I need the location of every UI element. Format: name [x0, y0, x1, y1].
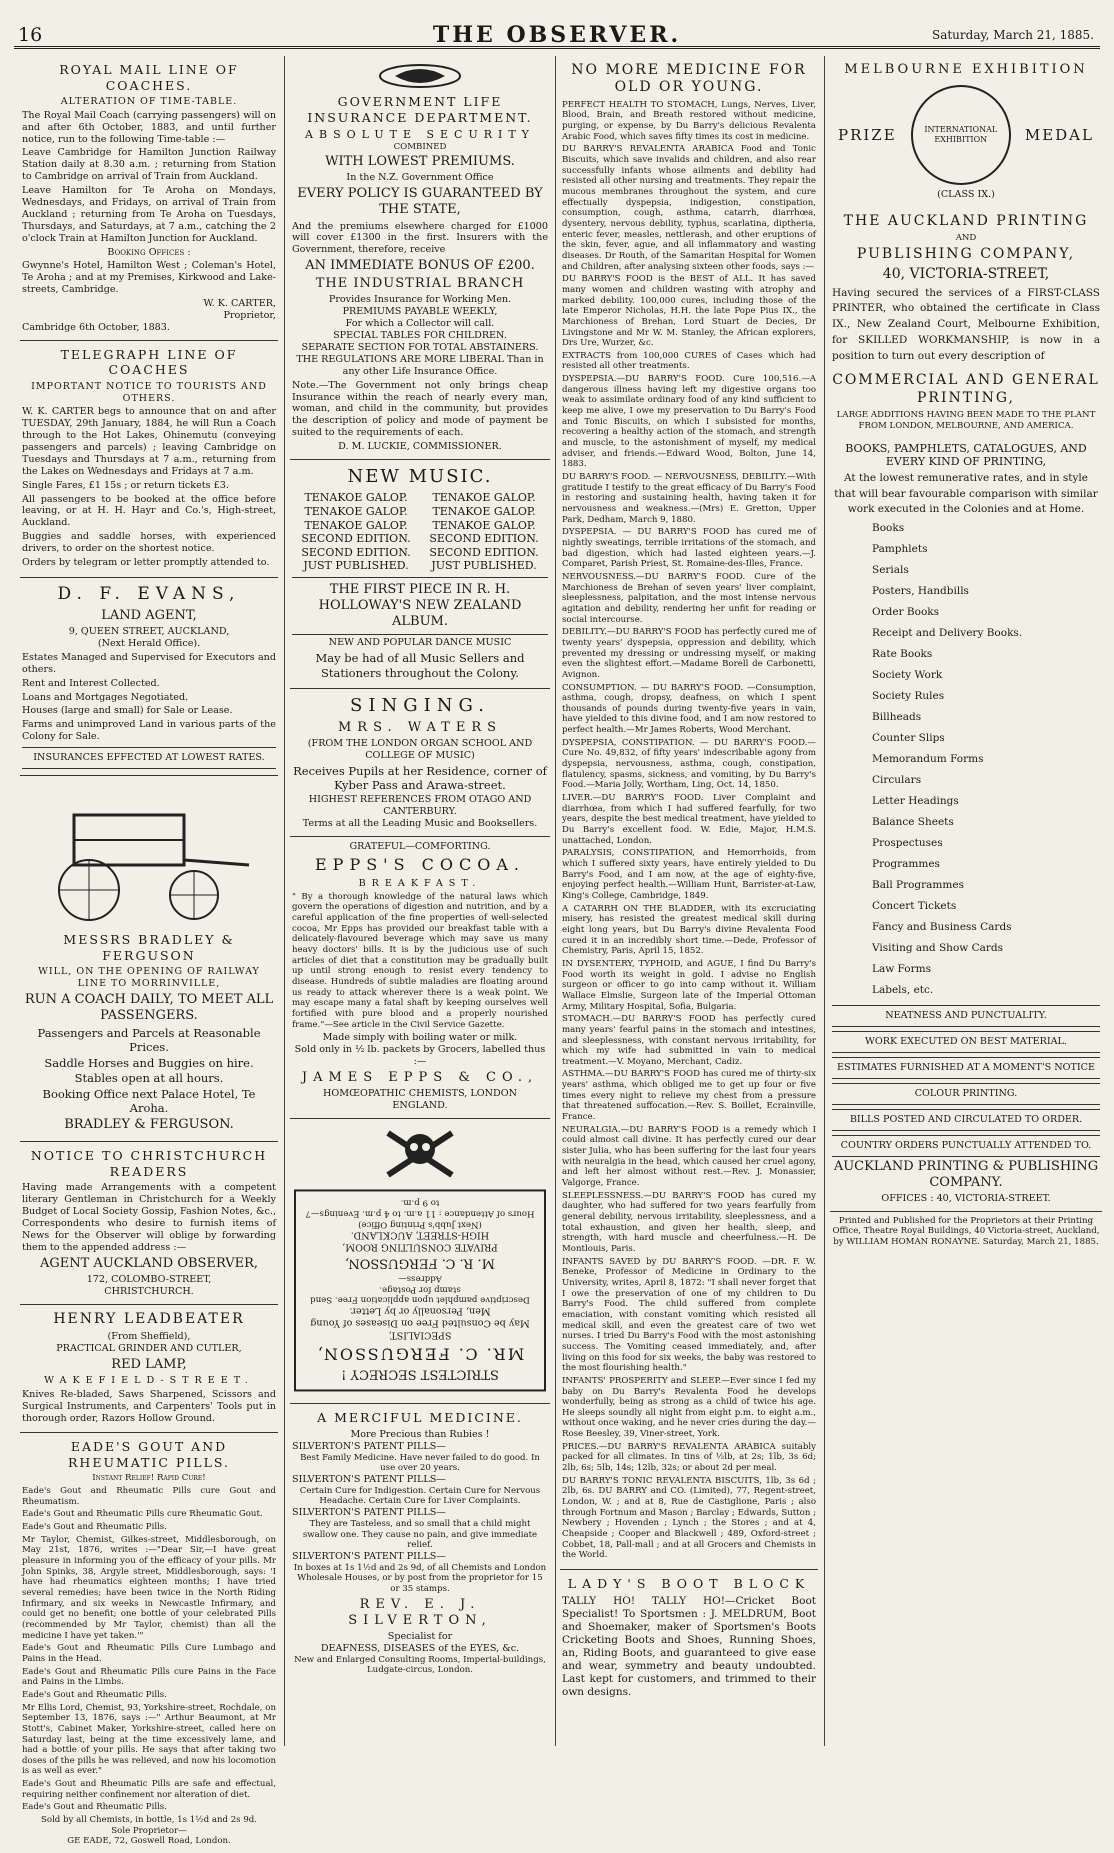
crest-icon [375, 62, 465, 90]
ad-title: THE AUCKLAND PRINTING [843, 213, 1089, 229]
skull-crossbones-icon [380, 1125, 460, 1181]
ad-text: Orders by telegram or letter promptly attended to. [22, 557, 270, 569]
ad-text: SECOND EDITION. [429, 532, 539, 546]
ad-title: MR. C. FERGUSSON, [315, 1344, 525, 1364]
ad-text: SECOND EDITION. [301, 532, 411, 546]
list-item: Programmes [872, 858, 940, 871]
coach-illustration [22, 780, 276, 930]
ad-subtitle: BREAKFAST. [358, 877, 482, 889]
ad-text: Eade's Gout and Rheumatic Pills. [22, 1689, 167, 1700]
ad-text: COLOUR PRINTING. [832, 1083, 1100, 1105]
ad-du-barry [560, 56, 818, 1570]
list-item: Billheads [872, 711, 922, 724]
ad-text: RUN A COACH DAILY, TO MEET ALL PASSENGERS. [24, 991, 274, 1023]
list-item: Law Forms [872, 963, 931, 976]
ad-item: DYSPEPSIA, CONSTIPATION. — DU BARRY'S FOOD.—Cure No. 49,832, of fifty years' indescribable agony from dyspepsia, nervousness, asthma, cough, constipation, flatulency, spasms, sickness, and vomiting, by Du Barry's Food.—Maria Jolly, Wortham, Ling, Oct. 14, 1850. [562, 737, 816, 791]
list-item: Rate Books [872, 648, 933, 661]
ad-text: PRIZE [838, 125, 897, 144]
ad-text: " By a thorough knowledge of the natural laws which govern the operations of digestion and nutrition, and by a careful application of the fine properties of well-selected cocoa, Mr Epps has provided our breakfast table with a delicately-flavoured beverage which may save us many heavy doctors' bills. It is by the judicious use of such articles of diet that a constitution may be gradually built up until strong enough to resist every tendency to disease. Hundreds of subtle maladies are floating around us ready to attack wherever there is a weak point. We may escape many a fatal shaft by keeping ourselves well fortified with pure blood and a properly nourished frame."—See article in the Civil Service Gazette. [292, 891, 548, 1030]
ad-text: Terms at all the Leading Music and Booksellers. [302, 818, 538, 830]
ad-item: DEBILITY.—DU BARRY'S FOOD has perfectly cured me of twenty years' dyspepsia, oppression and debility, which prevented my dressing or undressing myself, or making even the slightest effort.—Madame Borell de Carbonetti, Avignon. [562, 627, 816, 680]
issue-date: Saturday, March 21, 1885. [931, 28, 1094, 42]
ad-item: INFANTS' PROSPERITY and SLEEP.—Ever since I fed my baby on Du Barry's Revalenta Food he develops wonderfully, being as strong as a child of twice his age. He sleeps soundly all night from eight p.m. to eight a.m., without once waking, and he never cries during the day.—Rose Beesley, 39, Viner-street, York. [562, 1375, 816, 1440]
ad-text: Specialist for [387, 1631, 453, 1642]
ad-item: EXTRACTS from 100,000 CURES of Cases which had resisted all other treatments. [562, 350, 816, 372]
ad-item: INFANTS SAVED by DU BARRY'S FOOD. —DR. F. W. Beneke, Professor of Medicine in Ordinary to the University, writes, April 8, 1872: "I shall never forget that I owe the preservation of one of my children to Du Barry's Food. The child suffered from complete emaciation, with constant vomiting which resisted all medical skill, and even the greatest care of two wet nurses. I tried Du Barry's Food with the most astonishing success. The Vomiting ceased immediately, and, after living on this food for six weeks, the baby was restored to the most flourishing health." [562, 1256, 816, 1374]
ad-text: Eade's Gout and Rheumatic Pills cure Rheumatic Gout. [22, 1509, 263, 1520]
ad-text: TENAKOE GALOP. [304, 504, 408, 518]
column-1 [20, 56, 278, 1847]
ad-text: (Next Jubb's Printing Office) [358, 1218, 482, 1229]
ad-text: WILL, ON THE OPENING OF RAILWAY LINE TO MORRINVILLE, [38, 966, 260, 989]
ad-text: THE FIRST PIECE IN R. H. HOLLOWAY'S NEW ZEALAND ALBUM. [292, 577, 548, 635]
ad-address: CHRISTCHURCH. [104, 1285, 194, 1297]
ad-text: Eade's Gout and Rheumatic Pills. [22, 1802, 167, 1813]
ad-fergusson [290, 1119, 550, 1404]
ad-title: MESSRS BRADLEY & FERGUSON [63, 932, 235, 963]
list-item: Letter Headings [872, 795, 959, 808]
ad-text: HIGH-STREET, AUCKLAND. [350, 1229, 490, 1241]
ad-date: Cambridge 6th October, 1883. [22, 321, 170, 333]
ad-text: Booking Office next Palace Hotel, Te Aroha. [42, 1086, 256, 1115]
ad-text: Single Fares, £1 15s ; or return tickets £3. [22, 479, 229, 491]
ad-text: Eade's Gout and Rheumatic Pills Cure Lumbago and Pains in the Head. [22, 1643, 276, 1664]
ad-signature: W. K. CARTER, [203, 298, 276, 310]
ad-boot-block [560, 1570, 818, 1707]
ad-title: COMMERCIAL AND GENERAL PRINTING, [832, 372, 1100, 406]
ad-text: Gwynne's Hotel, Hamilton West ; Coleman's Hotel, Te Aroha ; and at my Premises, Kirkwood and Lake-streets, Cambridge. [22, 260, 276, 296]
music-row [292, 519, 548, 533]
medal-text: INTERNATIONAL EXHIBITION [924, 125, 998, 145]
ad-text: MEDAL [1024, 125, 1094, 144]
ad-item: A CATARRH ON THE BLADDER, with its excruciating misery, has resisted the greatest medical skill during eight long years, but Du Barry's divine Revalenta Food cured it in an incredibly short time.—Dede, Professor of Chemistry, Paris, April 15, 1852. [562, 903, 816, 957]
ad-text: GRATEFUL—COMFORTING. [349, 841, 491, 853]
ad-title: TELEGRAPH LINE OF COACHES [60, 346, 238, 378]
ad-text: And the premiums elsewhere charged for £1000 will cover £1300 in the first. Insurers with the Government, therefore, receive [292, 220, 548, 256]
ad-signature: REV. E. J. SILVERTON, [348, 1596, 492, 1628]
ad-heading: SILVERTON'S PATENT PILLS— [292, 1507, 446, 1519]
ad-text: SEPARATE SECTION FOR TOTAL ABSTAINERS. [301, 341, 539, 353]
ad-text: (From Sheffield), [107, 1330, 191, 1342]
music-row [292, 491, 548, 505]
ad-text: AN IMMEDIATE BONUS OF £200. [305, 258, 535, 274]
ad-text: Sold only in ½ lb. packets by Grocers, labelled thus :— [294, 1044, 546, 1068]
ad-text: (CLASS IX.) [937, 189, 995, 201]
ad-heading: SILVERTON'S PATENT PILLS— [292, 1473, 446, 1485]
medal-icon [911, 85, 1011, 185]
music-row [292, 505, 548, 519]
ad-title: GOVERNMENT LIFE INSURANCE DEPARTMENT. [307, 94, 533, 125]
ad-title: EPPS'S COCOA. [315, 855, 525, 875]
ad-subtitle: LAND AGENT, [101, 607, 197, 623]
ad-text: JUST PUBLISHED. [303, 559, 409, 573]
ad-text: Leave Cambridge for Hamilton Junction Railway Station daily at 8.30 a.m. ; returning from Station to Cambridge on arrival of Train from Auckland. [22, 147, 276, 183]
carriage-icon [34, 785, 264, 925]
ad-text: STRICTEST SECRECY ! [341, 1366, 499, 1382]
ad-tagline: More Precious than Rubies ! [350, 1428, 490, 1440]
ad-tagline: Instant Relief! Rapid Cure! [92, 1473, 206, 1484]
ad-address: GE EADE, 72, Goswell Road, London. [67, 1836, 231, 1847]
ad-address: OFFICES : 40, VICTORIA-STREET. [881, 1192, 1051, 1204]
ad-item: DU BARRY'S TONIC REVALENTA BISCUITS, 1lb, 3s 6d ; 2lb, 6s. DU BARRY and CO. (Limited), 77, Regent-street, London, W. ; and at 8, Rue de Castiglione, Paris ; also through Fortnum and Mason ; Barclay ; Edwards, Sutton ; Newbery ; Hovenden ; Lynch ; the Stores ; and at 4, Cheapside ; Cooper and Blackwell ; 489, Oxford-street ; Cobbet, 18, Pall-mall ; and at all Grocers and Chemists in the World. [562, 1475, 816, 1561]
ad-signature: BRADLEY & FERGUSON. [64, 1117, 234, 1133]
ad-royal-mail [20, 56, 278, 341]
ad-text: All passengers to be booked at the office before leaving, or at H. H. Hayr and Co.'s, High-street, Auckland. [22, 493, 276, 529]
newspaper-title: THE OBSERVER. [432, 22, 682, 48]
ad-text: SECOND EDITION. [301, 545, 411, 559]
list-item: Visiting and Show Cards [872, 942, 1004, 955]
column-4 [830, 56, 1102, 1746]
ad-title: EADE'S GOUT AND RHEUMATIC PILLS. [68, 1439, 230, 1470]
ad-singing [290, 689, 550, 837]
ad-text: M. R. C. FERGUSSON, [345, 1255, 495, 1271]
ad-text: AUCKLAND PRINTING & PUBLISHING COMPANY. [833, 1158, 1099, 1190]
ad-text: JUST PUBLISHED. [431, 559, 537, 573]
crest-emblem [292, 60, 548, 92]
ad-title: HENRY LEADBEATER [53, 1310, 245, 1327]
ad-text: HOMŒOPATHIC CHEMISTS, LONDON [323, 1088, 517, 1100]
ad-note: INSURANCES EFFECTED AT LOWEST RATES. [22, 747, 276, 769]
ad-text: BILLS POSTED AND CIRCULATED TO ORDER. [832, 1109, 1100, 1131]
ad-item: Houses (large and small) for Sale or Lease. [22, 705, 233, 717]
column-rule [824, 56, 825, 1746]
ad-subtitle: ALTERATION OF TIME-TABLE. [60, 96, 238, 107]
ad-eade [20, 1433, 278, 1853]
ad-text: LARGE ADDITIONS HAVING BEEN MADE TO THE PLANT FROM LONDON, MELBOURNE, AND AMERICA. [836, 410, 1096, 431]
list-item: Counter Slips [872, 732, 945, 745]
ad-text: ABSOLUTE SECURITY [305, 128, 535, 141]
ad-text: TENAKOE GALOP. [432, 491, 536, 505]
list-item: Ball Programmes [872, 879, 964, 892]
ad-text: TENAKOE GALOP. [304, 491, 408, 505]
column-3 [560, 56, 818, 1746]
imprint-text: Printed and Published for the Proprietors at their Printing Office, Theatre Royal Buildings, 40 Victoria-street, Auckland, by WILLIAM HOMAN RONAYNE. Saturday, March 21, 1885. [832, 1215, 1100, 1248]
ad-text: Address— [398, 1273, 442, 1284]
ad-text: In boxes at 1s 1½d and 2s 9d, of all Chemists and London Wholesale Houses, or by post from the proprietor for 15 or 35 stamps. [293, 1562, 547, 1595]
list-item: Books [872, 522, 905, 535]
list-item: Prospectuses [872, 837, 943, 850]
ad-text: MRS. WATERS [337, 720, 503, 736]
ad-title: LADY'S BOOT BLOCK [567, 1576, 811, 1591]
ad-silverton [290, 1404, 550, 1682]
ad-leadbeater [20, 1305, 278, 1434]
ad-text: WORK EXECUTED ON BEST MATERIAL. [832, 1031, 1100, 1053]
ad-text: SECOND EDITION. [429, 545, 539, 559]
ad-text: Booking Offices : [107, 246, 191, 258]
ad-item: Rent and Interest Collected. [22, 677, 160, 689]
ad-item: Loans and Mortgages Negotiated. [22, 691, 189, 703]
ad-text: DEAFNESS, DISEASES of the EYES, &c. [320, 1642, 520, 1654]
masthead [14, 6, 1100, 49]
ad-text: PREMIUMS PAYABLE WEEKLY, [342, 306, 498, 318]
ad-text: Made simply with boiling water or milk. [322, 1032, 518, 1044]
column-rule [555, 56, 556, 1746]
ad-text: Eade's Gout and Rheumatic Pills cure Pains in the Face and Pains in the Limbs. [22, 1666, 276, 1688]
list-item: Society Work [872, 669, 943, 682]
ad-text: For which a Collector will call. [345, 318, 495, 330]
ad-heading: SILVERTON'S PATENT PILLS— [292, 1440, 446, 1452]
printer-imprint [830, 1212, 1102, 1254]
ad-text: THE INDUSTRIAL BRANCH [315, 276, 525, 292]
ad-item: DU BARRY'S FOOD. — NERVOUSNESS, DEBILITY.—With gratitude I testify to the great efficacy of Du Barry's Food in restoring and sustaining health, having taken it for nervousness and weakness.—(Mrs) E. Gretton, Upper Park, Dedham, March 9, 1880. [562, 472, 816, 525]
ad-title: PUBLISHING COMPANY, [856, 246, 1076, 263]
ad-new-music [290, 460, 550, 689]
ad-text: Having secured the services of a FIRST-CLASS PRINTER, who obtained the certificate in Class IX., New Zealand Court, Melbourne Exhibition, for SKILLED WORKMANSHIP, is now in a position to turn out every description of [832, 286, 1100, 362]
ad-title: MELBOURNE EXHIBITION [844, 62, 1088, 77]
ad-item: NEURALGIA.—DU BARRY'S FOOD is a remedy which I could almost call divine. It has perfectly cured our dear sister Julia, who has been suffering for the last four years with neuralgia in the head, which caused her cruel agony, and left her almost without rest.—Rev. J. Monassier, Valgorge, France. [562, 1124, 816, 1189]
ad-item: NERVOUSNESS.—DU BARRY'S FOOD. Cure of the Marchioness de Brehan of seven years' liver complaint, sleeplessness, palpitation, and the most intense nervous agitation and debility, rendering her unfit for reading or social intercourse. [562, 571, 816, 625]
music-row [292, 559, 548, 573]
ad-text: Saddle Horses and Buggies on hire. Stables open at all hours. [44, 1056, 254, 1085]
column-rule [284, 56, 285, 1746]
ad-title: ROYAL MAIL LINE OF COACHES. [59, 62, 239, 93]
ad-text: EVERY POLICY IS GUARANTEED BY THE STATE, [297, 186, 543, 218]
ad-item: CONSUMPTION. — DU BARRY'S FOOD. —Consumption, asthma, cough, dropsy, deafness, on which I spent thousands of pounds during twenty-five years in vain, have yielded to this divine food, and I am now restored to perfect health.—Mr James Roberts, Wood Merchant. [562, 682, 816, 736]
ad-title: A MERCIFUL MEDICINE. [317, 1410, 523, 1426]
printing-list [832, 518, 1100, 1001]
ad-text: Descriptive pamphlet upon application Free. Send stamp for Postage. [310, 1284, 530, 1305]
ad-item: PERFECT HEALTH TO STOMACH, Lungs, Nerves, Liver, Blood, Brain, and Breath restored without medicine, purging, or expense, by Du Barry's delicious Revalenta Arabic Food, which saves fifty times its cost in medicine. [562, 99, 816, 142]
ad-text: W. K. CARTER begs to announce that on and after TUESDAY, 29th January, 1884, he will Run a Coach through to the Hot Lakes, Ohinemutu (conveying passengers and parcels) ; leaving Cambridge on Tuesdays and Thursdays at 7 a.m., returning from the Lakes on Wednesdays and Fridays at 7 a.m. [22, 406, 276, 477]
ad-item: DYSPEPSIA. — DU BARRY'S FOOD has cured me of nightly sweatings, terrible irritations of the stomach, and bad digestion, which had lasted eighteen years.—J. Comparet, Parish Priest, St. Romaine-des-Illes, France. [562, 527, 816, 570]
ad-item: DU BARRY'S FOOD is the BEST of ALL. It has saved many women and children wasting with atrophy and marked debility. 100,000 cures, including those of the late Emperor Nicholas, H.H. the late Pope Pius IX., the Marchioness of Brehan, Lord Stuart de Decies, Dr Livingstone and Mr W. M. Stanley, the African explorers, Drs Ure, Wurzer, &c. [562, 274, 816, 349]
ad-text: Eade's Gout and Rheumatic Pills. [22, 1522, 167, 1533]
list-item: Memorandum Forms [872, 753, 984, 766]
ad-text: Best Family Medicine. Have never failed to do good. In use over 20 years. [300, 1452, 540, 1474]
ad-title: NEW MUSIC. [347, 465, 493, 487]
column-2 [290, 56, 550, 1746]
ad-text: Hours of Attendance : 11 a.m. to 4 p.m. Evenings—7 to 9 p.m. [305, 1197, 535, 1219]
ad-item: PARALYSIS, CONSTIPATION, and Hemorrhoids, from which I suffered sixty years, have entirely yielded to Du Barry's Food, and I am now, at the age of eighty-five, enjoying perfect health.—William Hunt, Barrister-at-Law, King's College, Cambridge, 1849. [562, 848, 816, 901]
ad-address: WAKEFIELD-STREET. [44, 1374, 254, 1386]
ad-role: Proprietor, [223, 310, 276, 322]
ad-address: 172, COLOMBO-STREET, [86, 1273, 212, 1285]
ad-text: TALLY HO! TALLY HO!—Cricket Boot Specialist! To Sportsmen : J. MELDRUM, Boot and Shoemaker, maker of Sportsmen's Boots Cricketing Boots and Shoes, Running Shoes, an, Riding Boots, and guaranteed to give ease and wear, symmetry and beauty undoubted. Last kept for customers, and trimmed to their own designs. [562, 1594, 816, 1698]
ad-text: AGENT AUCKLAND OBSERVER, [39, 1255, 259, 1271]
ad-text: At the lowest remunerative rates, and in style that will bear favourable comparison with similar work executed in the Colonies and at Home. [834, 471, 1098, 516]
ad-item: DYSPEPSIA.—DU BARRY'S FOOD. Cure 100,516.—A dangerous illness having left my digestive organs too weak to assimilate ordinary food of any kind sufficient to keep me alive, I owe my preservation to Du Barry's Food and Tonic Biscuits, on which I subsisted for months, recovering a healthy action of the stomach, and strength and muscle, to the astonishment of myself, my medical adviser, and friends.—Edward Wood, Bolton, June 14, 1883. [562, 374, 816, 470]
ad-title: NO MORE MEDICINE FOR OLD OR YOUNG. [571, 62, 807, 96]
ad-text: Certain Cure for Indigestion. Certain Cure for Nervous Headache. Certain Cure for Liver Complaints. [299, 1485, 541, 1507]
ad-text: Leave Hamilton for Te Aroha on Mondays, Wednesdays, and Fridays, on arrival of Train from Auckland ; returning from Te Aroha on Tuesdays, Thursdays, and Saturdays, at 7 a.m., catching the 2 o'clock Train at Hamilton Junction for Auckland. [22, 185, 276, 244]
ad-text: COUNTRY ORDERS PUNCTUALLY ATTENDED TO. [832, 1135, 1100, 1157]
ad-bradley [20, 776, 278, 1142]
ad-text: ESTIMATES FURNISHED AT A MOMENT'S NOTICE [832, 1057, 1100, 1079]
ad-text: SPECIALIST, [388, 1329, 452, 1341]
list-item: Fancy and Business Cards [872, 921, 1012, 934]
list-item: Balance Sheets [872, 816, 954, 829]
ad-text: Note.—The Government not only brings cheap Insurance within the reach of nearly every man, woman, and child in the community, but provides the description of policy and mode of payment be suited to the requirements of each. [292, 379, 548, 439]
ad-title: D. F. EVANS, [57, 583, 241, 604]
ad-text: Eade's Gout and Rheumatic Pills cure Gout and Rheumatism. [22, 1486, 276, 1507]
ad-text: Passengers and Parcels at Reasonable Prices. [37, 1025, 261, 1054]
list-item: Concert Tickets [872, 900, 957, 913]
ad-item: LIVER.—DU BARRY'S FOOD. Liver Complaint and diarrhœa, from which I had suffered fearfully, for two years, despite the best medical treatment, have yielded to Du Barry's excellent food. W. Edie, Major, H.M.S. unattached, London. [562, 793, 816, 846]
ad-item: Farms and unimproved Land in various parts of the Colony for Sale. [22, 719, 276, 743]
ad-text: PRIVATE CONSULTING ROOM, [342, 1241, 498, 1253]
ad-text: May be had of all Music Sellers and Stationers throughout the Colony. [315, 651, 525, 680]
ad-text: Buggies and saddle horses, with experienced drivers, to order on the shortest notice. [22, 531, 276, 555]
ad-text: THE REGULATIONS ARE MORE LIBERAL Than in any other Life Insurance Office. [296, 353, 544, 377]
ad-text: Sole Proprietor— [111, 1825, 187, 1836]
ad-signature: D. M. LUCKIE, COMMISSIONER. [338, 441, 502, 453]
ad-text: The Royal Mail Coach (carrying passengers) will on and after 6th October, 1883, and until further notice, run to the following Time-table :— [22, 109, 276, 145]
ad-item: Estates Managed and Supervised for Executors and others. [22, 651, 276, 675]
ad-text: TENAKOE GALOP. [432, 504, 536, 518]
ad-text: Eade's Gout and Rheumatic Pills are safe and effectual, requiring neither confinement nor alteration of diet. [22, 1779, 276, 1800]
ad-text: COMBINED [393, 141, 447, 152]
ad-address: 40, VICTORIA-STREET, [882, 266, 1050, 283]
ad-text: TENAKOE GALOP. [304, 518, 408, 532]
inverted-ad [294, 1189, 546, 1391]
ad-auckland-printing [830, 56, 1102, 1212]
medal-row [832, 81, 1100, 189]
ad-text: NEW AND POPULAR DANCE MUSIC [328, 637, 512, 649]
ad-text: Receives Pupils at her Residence, corner of Kyber Pass and Arawa-street. [293, 763, 547, 793]
ad-text: BOOKS, PAMPHLETS, CATALOGUES, AND EVERY KIND OF PRINTING, [845, 441, 1087, 469]
ad-govt-insurance [290, 56, 550, 460]
music-row [292, 532, 548, 546]
ad-item: ASTHMA.—DU BARRY'S FOOD has cured me of thirty-six years' asthma, which obliged me to get up four or five times every night to relieve my chest from a pressure that threatened suffocation.—Rev. S. Boillet, Ecrainville, France. [562, 1069, 816, 1123]
list-item: Labels, etc. [872, 984, 934, 997]
skull-illustration [292, 1123, 548, 1183]
ad-item: PRICES.—DU BARRY'S REVALENTA ARABICA suitably packed for all climates. In tins of ½lb, at 2s; 1lb, 3s 6d; 2lb, 6s; 5lb, 14s; 12lb, 32s; or about 2d per meal. [562, 1441, 816, 1474]
ad-text: Mr Ellis Lord, Chemist, 93, Yorkshire-street, Rochdale, on September 13, 1876, says :—" Arthur Beaumont, at Mr Stott's, Cabinet Maker, Yorkshire-street, called here on Saturday last, being at the time excessively lame, and had a bottle of your pills. He says that after taking two doses of the pills he was relieved, and now his locomotion is as well as ever." [22, 1702, 276, 1777]
ad-item: DU BARRY'S REVALENTA ARABICA Food and Tonic Biscuits, which save invalids and children, and also rear successfully infants whose ailments and debility had resisted all other nursing and treatments. They repair the mucous membranes throughout the system, and cure effectually dyspepsia, indigestion, constipation, consumption, cough, asthma, catarrh, diarrhœa, dysentery, nervous debility, typhus, scarlatina, diptheria, enteric fever, measles, nettlerash, and other eruptions of the skin, fever, ague, and all inflammatory and wasting diseases. Dr Routh, of the Samaritan Hospital for Women and Children, after analysing sixteen other foods, says :— [562, 144, 816, 272]
ad-text: JAMES EPPS & CO., [301, 1069, 539, 1085]
ad-title: NOTICE TO CHRISTCHURCH READERS [30, 1148, 268, 1179]
list-item: Posters, Handbills [872, 585, 969, 598]
page-number: 16 [18, 24, 43, 46]
ad-christchurch [20, 1142, 278, 1304]
music-row [292, 546, 548, 560]
ad-item: IN DYSENTERY, TYPHOID, and AGUE, I find Du Barry's Food worth its weight in gold. I advise no English surgeon or officer to go into camp without it. William Wallace Elmslie, Surgeon late of the Imperial Ottoman Army, Military Hospital, Sofia, Bulgaria. [562, 958, 816, 1012]
ad-text: In the N.Z. Government Office [346, 172, 494, 184]
ad-item: SLEEPLESSNESS.—DU BARRY'S FOOD has cured my daughter, who had suffered for two years fearfully from general debility, nervous irritability, sleeplessness, and a total exhaustion, and given her health, sleep, and strength, with hard muscle and cheerfulness.—H. De Montlouis, Paris. [562, 1190, 816, 1254]
ad-text: Having made Arrangements with a competent literary Gentleman in Christchurch for a Weekly Budget of Local Society Gossip, Fashion Notes, &c., Correspondents who desire to furnish items of News for the Observer will oblige by forwarding them to the appended address :— [22, 1182, 276, 1253]
ad-text: Sold by all Chemists, in bottle, 1s 1½d and 2s 9d. [40, 1815, 258, 1826]
list-item: Circulars [872, 774, 922, 787]
ad-subtitle: IMPORTANT NOTICE TO TOURISTS AND OTHERS. [31, 380, 267, 404]
ad-text: SPECIAL TABLES FOR CHILDREN. [333, 330, 507, 342]
ad-text: NEATNESS AND PUNCTUALITY. [832, 1005, 1100, 1027]
list-item: Serials [872, 564, 909, 577]
list-item: Order Books [872, 606, 940, 619]
ad-text: May be Consulted Free on Diseases of Young Men, Personally or by Letter. [310, 1305, 530, 1329]
ad-title: SINGING. [350, 694, 490, 716]
ad-item: STOMACH.—DU BARRY'S FOOD has perfectly cured many years' fearful pains in the stomach and intestines, and sleeplessness, with constant nervous irritability, for which my wife had submitted in vain to medical treatment.—V. Moyano, Merchant, Cadiz. [562, 1014, 816, 1067]
ad-address: New and Enlarged Consulting Rooms, Imperial-buildings, Ludgate-circus, London. [294, 1654, 546, 1676]
ad-text: Provides Insurance for Working Men. [328, 294, 512, 306]
ad-heading: SILVERTON'S PATENT PILLS— [292, 1550, 446, 1562]
ad-text: RED LAMP, [111, 1356, 187, 1372]
ad-text: (FROM THE LONDON ORGAN SCHOOL AND COLLEGE OF MUSIC) [307, 738, 533, 762]
ad-address: 9, QUEEN STREET, AUCKLAND, [68, 626, 230, 638]
ad-text: ENGLAND. [392, 1099, 448, 1111]
ad-text: TENAKOE GALOP. [432, 518, 536, 532]
ad-text: Mr Taylor, Chemist, Gilkes-street, Middlesborough, on May 21st, 1876, writes :—"Dear Sir,—I have great pleasure in informing you of the efficacy of your pills. Mr John Spinks, 38, Argyle street, Middlesborough, says: 'I have had rheumatics eighteen months; I have tried several remedies; have been twice in the North Riding Infirmary, and six weeks in Newcastle Infirmary, and could get no benefit; one bottle of your celebrated Pills (recommended by Mr Taylor, chemist) than all the medicine I have yet taken.'" [22, 1534, 276, 1641]
ad-text: Knives Re-bladed, Saws Sharpened, Scissors and Surgical Instruments, and Carpenters' Tools put in thorough order, Razors Hollow Ground. [22, 1388, 276, 1424]
ad-telegraph [20, 341, 278, 578]
list-item: Receipt and Delivery Books. [872, 627, 1023, 640]
ad-evans [20, 578, 278, 776]
ad-text: AND [955, 233, 977, 244]
ad-epps-cocoa [290, 837, 550, 1119]
ad-text: PRACTICAL GRINDER AND CUTLER, [56, 1342, 242, 1354]
ad-text: (Next Herald Office). [97, 637, 201, 649]
ad-text: WITH LOWEST PREMIUMS. [325, 154, 515, 170]
ad-text: They are Tasteless, and so small that a child might swallow one. They cause no pain, and give immediate relief. [302, 1518, 538, 1551]
ad-text: HIGHEST REFERENCES FROM OTAGO AND CANTERBURY. [308, 794, 532, 818]
list-item: Society Rules [872, 690, 945, 703]
list-item: Pamphlets [872, 543, 928, 556]
